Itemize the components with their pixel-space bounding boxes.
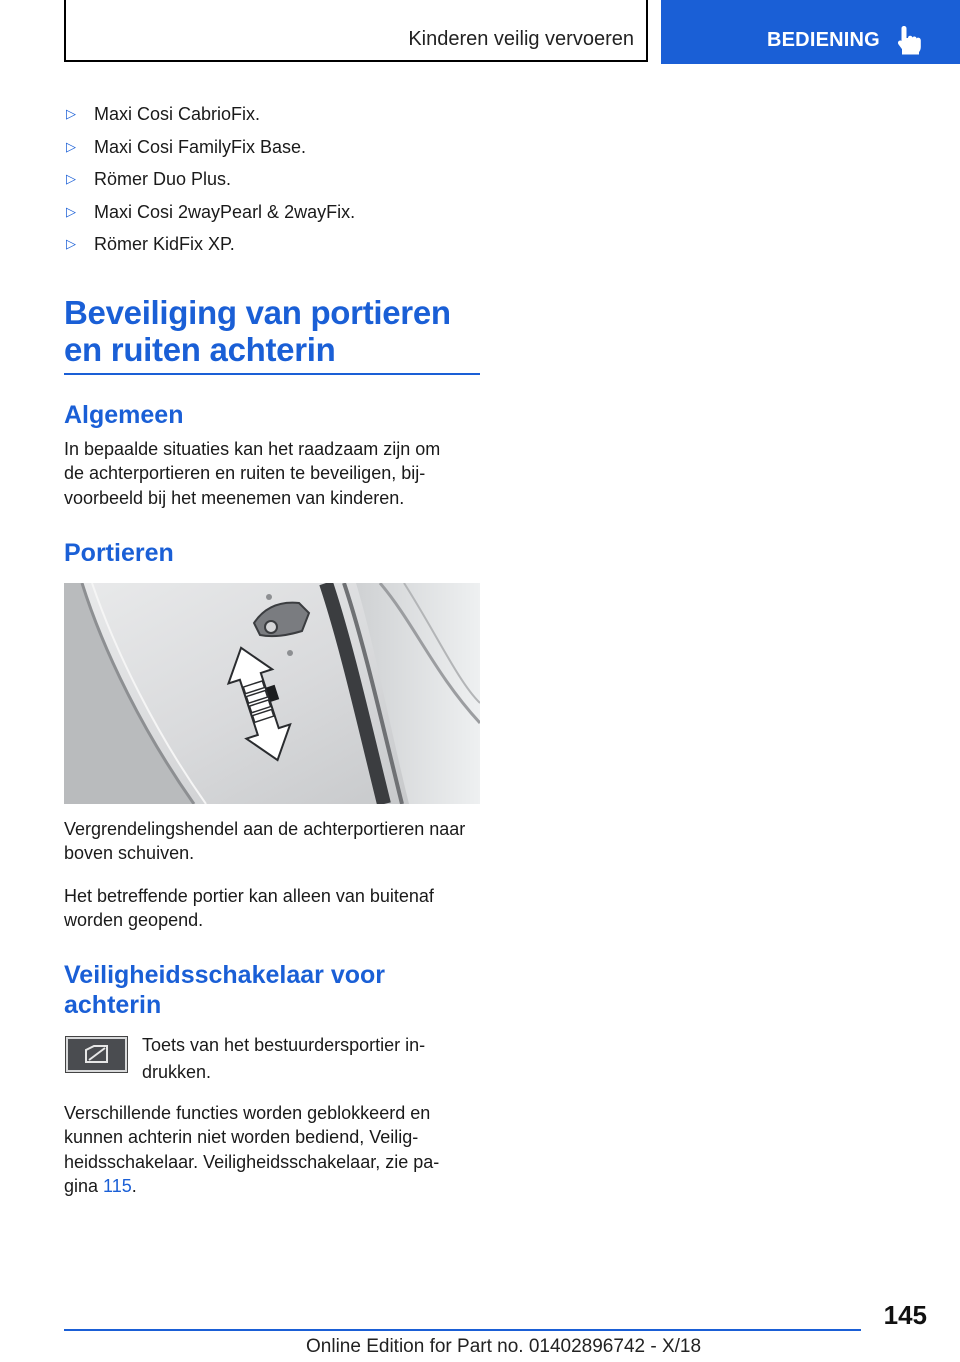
section-title: Beveiliging van portieren en ruiten achterin	[64, 294, 451, 368]
bullet-triangle-icon: ▷	[66, 171, 76, 186]
list-item-text: Römer Duo Plus.	[94, 169, 232, 189]
paragraph-veiligheid-text: Verschillende functies worden geblokkeerd en kunnen achterin niet worden bediend, Veiligheidsschakelaar. Veiligheidsschakelaar, zie pagina	[64, 1103, 440, 1196]
header-section-title: Kinderen veilig vervoeren	[408, 28, 634, 50]
heading-portieren: Portieren	[64, 539, 174, 567]
door-lock-lever-photo	[64, 583, 480, 804]
paragraph-portieren-2: Het betreffende portier kan alleen van buitenaf worden geopend.	[64, 886, 434, 931]
heading-veiligheidsschakelaar: Veiligheidsschakelaar voor achterin	[64, 961, 385, 1019]
hand-pointer-icon	[895, 24, 925, 56]
bullet-triangle-icon: ▷	[66, 106, 76, 121]
key-instruction: Toets van het bestuurdersportier indrukken.	[142, 1035, 426, 1082]
paragraph-algemeen: In bepaalde situaties kan het raadzaam zijn om de achterportieren en ruiten te beveiligen, bijvoorbeeld bij het meenemen van kinderen.	[64, 439, 441, 508]
window-lock-button-icon	[65, 1036, 128, 1073]
header-section-box	[64, 0, 648, 62]
header-chapter-tab[interactable]	[661, 0, 960, 64]
bullet-triangle-icon: ▷	[66, 138, 76, 154]
bullet-triangle-icon: ▷	[66, 236, 76, 251]
paragraph-veiligheid	[64, 1101, 464, 1198]
list-item-text: Maxi Cosi CabrioFix.	[94, 104, 261, 124]
list-item-text: Römer KidFix XP.	[94, 234, 235, 254]
paragraph-portieren-1: Vergrendelingshendel aan de achterportieren naar boven schuiven.	[64, 819, 466, 864]
footer-edition: Online Edition for Part no. 01402896742 - X/18	[306, 1336, 702, 1357]
list-item-text: Maxi Cosi 2wayPearl & 2wayFix.	[94, 201, 356, 222]
footer-divider	[64, 1329, 861, 1331]
page-number: 145	[883, 1300, 927, 1330]
list-item-text: Maxi Cosi FamilyFix Base.	[94, 136, 307, 157]
section-divider	[64, 373, 480, 375]
page-reference-link[interactable]: 115	[103, 1175, 132, 1196]
paragraph-veiligheid-end: .	[131, 1175, 137, 1196]
bullet-triangle-icon: ▷	[66, 203, 76, 219]
heading-algemeen: Algemeen	[64, 401, 184, 429]
header-chapter-title: BEDIENING	[767, 29, 880, 51]
